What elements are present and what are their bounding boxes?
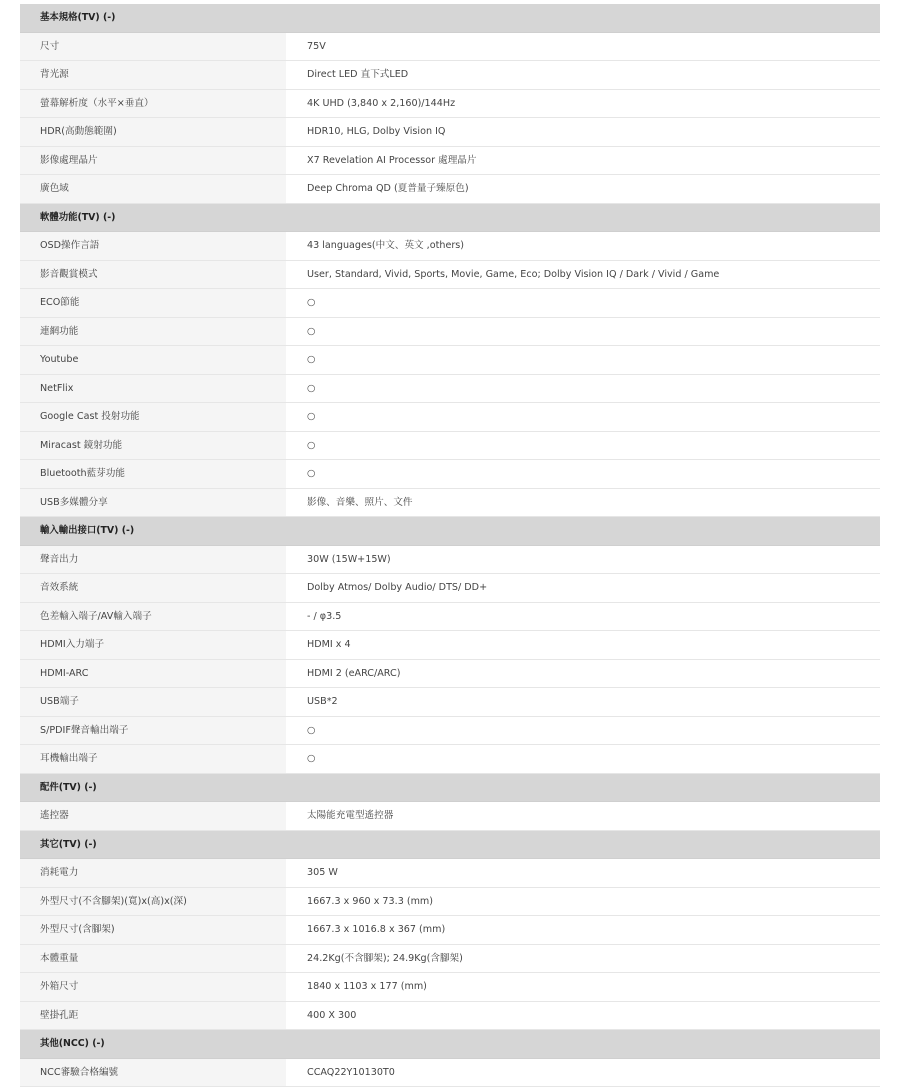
spec-row bbox=[20, 261, 880, 290]
spec-row bbox=[20, 432, 880, 461]
spec-label: 連網功能 bbox=[20, 318, 286, 346]
spec-label: USB端子 bbox=[20, 688, 286, 716]
spec-row bbox=[20, 660, 880, 689]
spec-row bbox=[20, 631, 880, 660]
spec-row bbox=[20, 318, 880, 347]
spec-label: Google Cast 投射功能 bbox=[20, 403, 286, 431]
spec-label: 音效系統 bbox=[20, 574, 286, 602]
spec-value: 1667.3 x 960 x 73.3 (mm) bbox=[286, 888, 880, 916]
spec-label: 影音觀賞模式 bbox=[20, 261, 286, 289]
spec-label: 本體重量 bbox=[20, 945, 286, 973]
spec-value: ○ bbox=[286, 346, 880, 374]
spec-label: Bluetooth藍芽功能 bbox=[20, 460, 286, 488]
spec-value: 影像、音樂、照片、文件 bbox=[286, 489, 880, 517]
spec-label: 聲音出力 bbox=[20, 546, 286, 574]
spec-value: HDMI x 4 bbox=[286, 631, 880, 659]
spec-label: 壁掛孔距 bbox=[20, 1002, 286, 1030]
spec-row bbox=[20, 147, 880, 176]
section-other-tv bbox=[20, 831, 880, 1031]
spec-label: NCC審驗合格編號 bbox=[20, 1059, 286, 1087]
spec-row bbox=[20, 717, 880, 746]
spec-label: USB多媒體分享 bbox=[20, 489, 286, 517]
spec-label: 尺寸 bbox=[20, 33, 286, 61]
spec-row bbox=[20, 859, 880, 888]
spec-row bbox=[20, 888, 880, 917]
spec-row bbox=[20, 232, 880, 261]
spec-label: 色差輸入端子/AV輸入端子 bbox=[20, 603, 286, 631]
spec-row bbox=[20, 1059, 880, 1088]
spec-row bbox=[20, 460, 880, 489]
spec-row bbox=[20, 175, 880, 204]
section-header[interactable]: 軟體功能(TV) (-) bbox=[20, 204, 880, 233]
spec-value: 43 languages(中文、英文 ,others) bbox=[286, 232, 880, 260]
spec-value: ○ bbox=[286, 375, 880, 403]
spec-label: Youtube bbox=[20, 346, 286, 374]
spec-value: 1840 x 1103 x 177 (mm) bbox=[286, 973, 880, 1001]
spec-value: X7 Revelation AI Processor 處理晶片 bbox=[286, 147, 880, 175]
spec-value: USB*2 bbox=[286, 688, 880, 716]
spec-value: Direct LED 直下式LED bbox=[286, 61, 880, 89]
spec-row bbox=[20, 603, 880, 632]
spec-value: User, Standard, Vivid, Sports, Movie, Game, Eco; Dolby Vision IQ / Dark / Vivid / Game bbox=[286, 261, 880, 289]
spec-value: Deep Chroma QD (夏普量子臻原色) bbox=[286, 175, 880, 203]
spec-value: 24.2Kg(不含腳架); 24.9Kg(含腳架) bbox=[286, 945, 880, 973]
spec-value: - / φ3.5 bbox=[286, 603, 880, 631]
spec-row bbox=[20, 973, 880, 1002]
spec-value: HDR10, HLG, Dolby Vision IQ bbox=[286, 118, 880, 146]
spec-label: 影像處理晶片 bbox=[20, 147, 286, 175]
spec-label: 外型尺寸(含腳架) bbox=[20, 916, 286, 944]
spec-row bbox=[20, 546, 880, 575]
spec-row bbox=[20, 90, 880, 119]
spec-value: HDMI 2 (eARC/ARC) bbox=[286, 660, 880, 688]
section-other-ncc bbox=[20, 1030, 880, 1087]
spec-value: ○ bbox=[286, 403, 880, 431]
spec-row bbox=[20, 33, 880, 62]
spec-value: ○ bbox=[286, 318, 880, 346]
spec-label: 背光源 bbox=[20, 61, 286, 89]
section-header[interactable]: 其他(NCC) (-) bbox=[20, 1030, 880, 1059]
spec-label: 遙控器 bbox=[20, 802, 286, 830]
spec-row bbox=[20, 802, 880, 831]
spec-label: 外箱尺寸 bbox=[20, 973, 286, 1001]
section-header[interactable]: 配件(TV) (-) bbox=[20, 774, 880, 803]
section-header[interactable]: 其它(TV) (-) bbox=[20, 831, 880, 860]
spec-row bbox=[20, 489, 880, 518]
section-accessories bbox=[20, 774, 880, 831]
spec-label: OSD操作言語 bbox=[20, 232, 286, 260]
spec-value: ○ bbox=[286, 745, 880, 773]
spec-label: S/PDIF聲音輸出端子 bbox=[20, 717, 286, 745]
spec-label: NetFlix bbox=[20, 375, 286, 403]
spec-table bbox=[20, 4, 880, 1087]
spec-row bbox=[20, 118, 880, 147]
spec-value: 75V bbox=[286, 33, 880, 61]
spec-row bbox=[20, 916, 880, 945]
spec-label: ECO節能 bbox=[20, 289, 286, 317]
spec-value: 305 W bbox=[286, 859, 880, 887]
spec-label: HDMI入力端子 bbox=[20, 631, 286, 659]
section-software-features bbox=[20, 204, 880, 518]
spec-row bbox=[20, 574, 880, 603]
spec-label: HDR(高動態範圍) bbox=[20, 118, 286, 146]
spec-label: 螢幕解析度（水平×垂直） bbox=[20, 90, 286, 118]
spec-value: ○ bbox=[286, 432, 880, 460]
spec-row bbox=[20, 289, 880, 318]
spec-row bbox=[20, 346, 880, 375]
spec-value: ○ bbox=[286, 717, 880, 745]
spec-label: 消耗電力 bbox=[20, 859, 286, 887]
spec-row bbox=[20, 61, 880, 90]
spec-value: 30W (15W+15W) bbox=[286, 546, 880, 574]
spec-row bbox=[20, 1002, 880, 1031]
spec-row bbox=[20, 745, 880, 774]
spec-label: HDMI-ARC bbox=[20, 660, 286, 688]
spec-value: Dolby Atmos/ Dolby Audio/ DTS/ DD+ bbox=[286, 574, 880, 602]
spec-row bbox=[20, 688, 880, 717]
spec-value: 400 X 300 bbox=[286, 1002, 880, 1030]
spec-label: 耳機輸出端子 bbox=[20, 745, 286, 773]
section-header[interactable]: 輸入輸出接口(TV) (-) bbox=[20, 517, 880, 546]
spec-label: Miracast 鏡射功能 bbox=[20, 432, 286, 460]
section-header[interactable]: 基本規格(TV) (-) bbox=[20, 4, 880, 33]
spec-value: ○ bbox=[286, 289, 880, 317]
spec-value: 太陽能充電型遙控器 bbox=[286, 802, 880, 830]
section-io-ports bbox=[20, 517, 880, 774]
spec-value: CCAQ22Y10130T0 bbox=[286, 1059, 880, 1087]
spec-row bbox=[20, 403, 880, 432]
spec-row bbox=[20, 945, 880, 974]
spec-value: 4K UHD (3,840 x 2,160)/144Hz bbox=[286, 90, 880, 118]
spec-value: ○ bbox=[286, 460, 880, 488]
spec-label: 廣色域 bbox=[20, 175, 286, 203]
section-basic-specs bbox=[20, 4, 880, 204]
spec-row bbox=[20, 375, 880, 404]
spec-value: 1667.3 x 1016.8 x 367 (mm) bbox=[286, 916, 880, 944]
spec-label: 外型尺寸(不含腳架)(寬)x(高)x(深) bbox=[20, 888, 286, 916]
